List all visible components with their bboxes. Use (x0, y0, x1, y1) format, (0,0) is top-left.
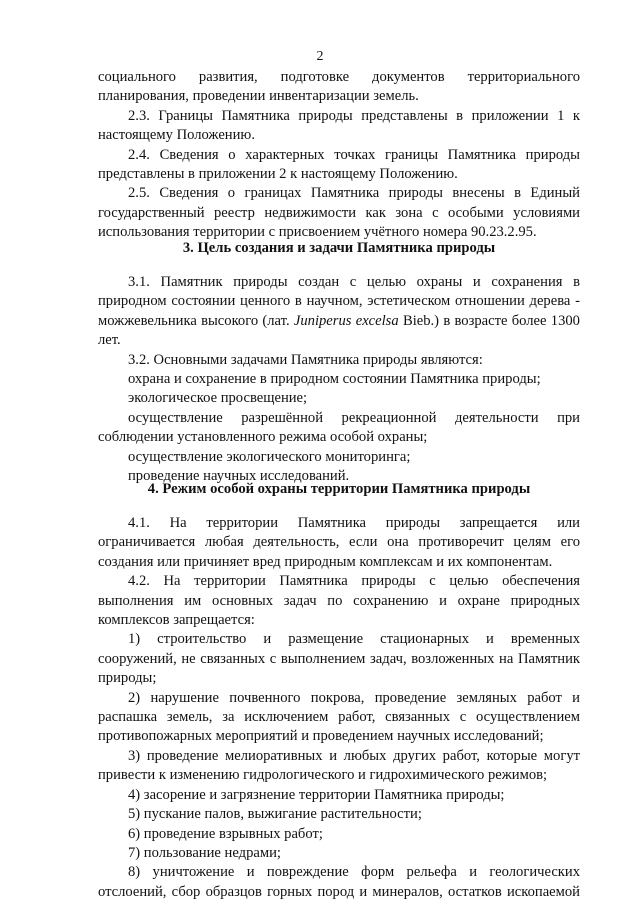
intro-paragraph-2-5: 2.5. Сведения о границах Памятника природы внесены в Единый государственный реестр недвижимости как зона с особыми условиями использования территории с присвоением учётного номера 90.23.2.95. (98, 185, 580, 241)
section-3-heading: 3. Цель создания и задачи Памятника природы (182, 240, 496, 256)
section-3-paragraph-3-1 (98, 273, 580, 351)
section-4-prohibition-item: 8) уничтожение и повреждение форм рельефа и геологических отслоений, сбор образцов горных пород и минералов, остатков ископаемой (98, 864, 580, 900)
section-4-prohibition-item: 3) проведение мелиоративных и любых других работ, которые могут привести к изменению гидрологического и гидрохимического режимов; (98, 747, 580, 784)
section-4-heading: 4. Режим особой охраны территории Памятника природы (147, 481, 531, 497)
section-4-prohibition-item: 2) нарушение почвенного покрова, проведение земляных работ и распашка земель, за исключением работ, связанных с осуществлением противопожарных мероприятий и проведением научных исследований; (98, 689, 580, 745)
section-3-heading-block (98, 239, 580, 258)
intro-block (98, 68, 580, 243)
section-3-body (98, 273, 580, 486)
section-4-prohibition-item: 4) засорение и загрязнение территории Памятника природы; (128, 786, 505, 803)
section-3-task-item: осуществление разрешённой рекреационной деятельности при соблюдении установленного режима особой охраны; (98, 409, 580, 446)
section-4-heading-block (98, 480, 580, 499)
section-3-task-item: проведение научных исследований. (128, 468, 350, 485)
section-4-body (98, 514, 580, 902)
section-3-paragraph-3-2: 3.2. Основными задачами Памятника природы являются: (128, 351, 483, 368)
section-3-1-text-end: Bieb.) в возрасте более 1300 лет. (98, 312, 580, 349)
page-number: 2 (316, 49, 324, 64)
section-4-paragraph-4-1: 4.1. На территории Памятника природы запрещается или ограничивается любая деятельность, если она противоречит целям его создания или причиняет вред природным комплексам и их компонентам. (98, 515, 580, 570)
section-4-prohibition-item: 6) проведение взрывных работ; (128, 825, 323, 842)
section-4-prohibition-item: 1) строительство и размещение стационарных и временных сооружений, не связанных с выполнением задач, возложенных на Памятник природы; (98, 631, 580, 687)
intro-paragraph-2-4: 2.4. Сведения о характерных точках границы Памятника природы представлены в приложении 2 к настоящему Положению. (98, 146, 580, 183)
section-3-task-item: осуществление экологического мониторинга; (128, 448, 411, 465)
section-4-prohibition-item: 7) пользование недрами; (128, 844, 281, 861)
intro-paragraph-2-3: 2.3. Границы Памятника природы представлены в приложении 1 к настоящему Положению. (98, 107, 580, 144)
latin-species-name: Juniperus excelsa (293, 312, 399, 329)
section-4-paragraph-4-2: 4.2. На территории Памятника природы с целью обеспечения выполнения им основных задач по сохранению и охране природных комплексов запрещается: (98, 573, 580, 629)
section-4-prohibition-item: 5) пускание палов, выжигание растительности; (128, 806, 422, 823)
intro-paragraph-1: социального развития, подготовке документов территориального планирования, проведении инвентаризации земель. (98, 69, 580, 105)
section-3-task-item: охрана и сохранение в природном состоянии Памятника природы; (128, 371, 541, 388)
section-3-1-text-start: 3.1. Памятник природы создан с целью охраны и сохранения в природном состоянии ценного в научном, эстетическом отношении дерева - можжевельника высокого (лат. (98, 274, 580, 329)
section-3-task-item: экологическое просвещение; (128, 390, 308, 407)
